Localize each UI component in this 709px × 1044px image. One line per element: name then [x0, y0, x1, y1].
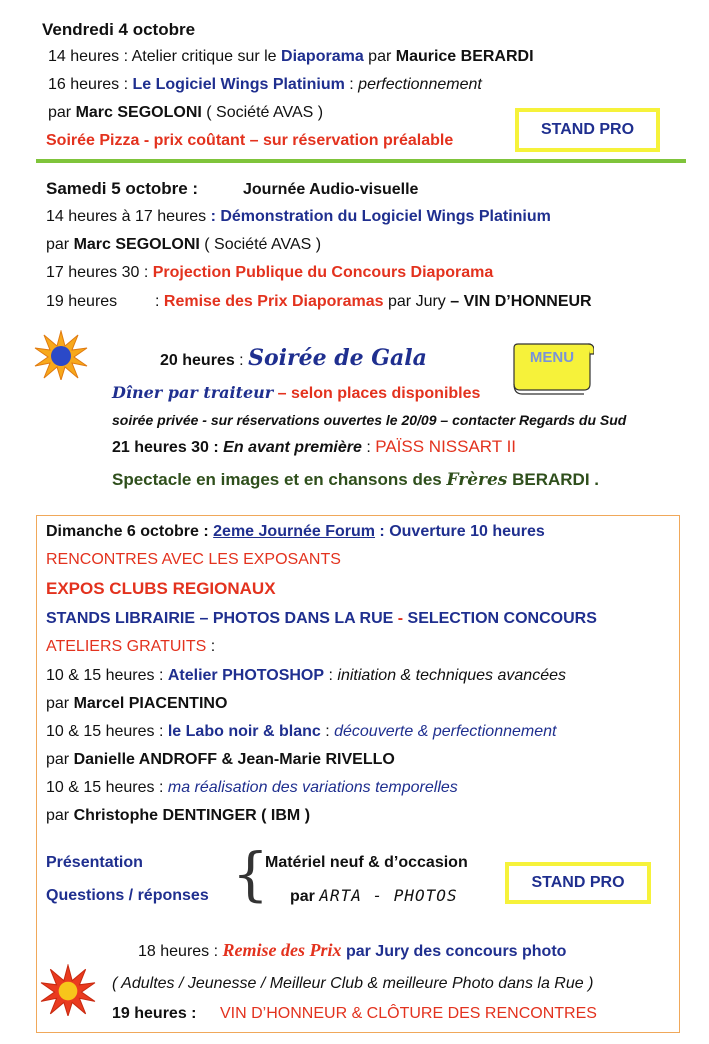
saturday-l1-time: 14 heures à 17 heures	[46, 208, 211, 225]
premiere-label: En avant première	[223, 439, 362, 456]
friday-l2-sep: :	[344, 76, 359, 93]
gala-time: 20 heures	[160, 352, 235, 369]
friday-l1-name: Maurice BERARDI	[395, 48, 534, 65]
saturday-l3-topic: Projection Publique du Concours Diaporama	[152, 264, 494, 281]
friday-line-2	[48, 75, 482, 95]
variations-desc: ma réalisation des variations temporelles	[167, 779, 458, 796]
variations-par-line	[46, 806, 310, 826]
prix-title: Remise des Prix	[222, 940, 342, 960]
sunday-exposants: RENCONTRES AVEC LES EXPOSANTS	[46, 551, 341, 568]
friday-heading: Vendredi 4 octobre	[42, 20, 196, 39]
sunday-opening: : Ouverture 10 heures	[374, 523, 545, 540]
star-icon	[40, 964, 96, 1016]
photoshop-desc: initiation & techniques avancées	[337, 667, 566, 684]
show-b: BERARDI .	[507, 470, 599, 489]
friday-l3-name: Marc SEGOLONI	[75, 104, 202, 121]
sunday-stands-c: SELECTION CONCOURS	[407, 610, 597, 627]
gala-line	[160, 344, 427, 375]
diner-rest: – selon places disponibles	[273, 385, 481, 402]
materiel-label: Matériel neuf & d’occasion	[265, 854, 468, 871]
show-line	[112, 470, 599, 490]
sunday-heading: Dimanche 6 octobre :	[46, 523, 214, 540]
saturday-l4-jury: par Jury	[383, 293, 451, 310]
prix-line	[138, 940, 566, 962]
closing-title: VIN D’HONNEUR & CLÔTURE DES RENCONTRES	[220, 1005, 597, 1022]
labo-topic: le Labo noir & blanc	[167, 723, 321, 740]
labo-time: 10 & 15 heures :	[46, 723, 168, 740]
saturday-l2-name: Marc SEGOLONI	[73, 236, 200, 253]
gala-title: Soirée de Gala	[248, 345, 427, 371]
friday-pizza: Soirée Pizza - prix coûtant – sur réservation préalable	[46, 132, 454, 149]
saturday-l3-time: 17 heures 30 :	[46, 264, 153, 281]
premiere-time: 21 heures 30 :	[112, 439, 224, 456]
photoshop-topic: Atelier PHOTOSHOP	[167, 667, 325, 684]
saturday-l4-topic: Remise des Prix Diaporamas	[163, 293, 384, 310]
variations-name: Christophe DENTINGER ( IBM )	[73, 807, 311, 824]
variations-line	[46, 778, 458, 798]
sunday-stands-a: STANDS LIBRAIRIE – PHOTOS DANS LA RUE	[46, 610, 398, 627]
prix-rest: par Jury des concours photo	[341, 943, 567, 960]
show-freres: Frères	[446, 470, 508, 490]
saturday-l4-vin: – VIN D’HONNEUR	[450, 293, 592, 310]
friday-l1-time: 14 heures : Atelier critique sur le	[48, 48, 282, 65]
friday-l1-topic: Diaporama	[281, 48, 364, 65]
diner-line	[112, 383, 480, 404]
questions-label: Questions / réponses	[46, 887, 209, 904]
private-evening-note: soirée privée - sur réservations ouvertes le 20/09 – contacter Regards du Sud	[112, 412, 627, 428]
premiere-colon: :	[361, 439, 376, 456]
premiere-line	[112, 437, 516, 458]
friday-line-3	[48, 103, 323, 123]
closing-time: 19 heures :	[112, 1005, 197, 1022]
saturday-l1-topic: : Démonstration du Logiciel Wings Platinium	[210, 208, 551, 225]
saturday-heading	[46, 179, 198, 199]
gala-colon: :	[234, 352, 249, 369]
saturday-line-4	[46, 292, 117, 312]
photoshop-time: 10 & 15 heures :	[46, 667, 168, 684]
brace-icon: {	[232, 840, 269, 908]
friday-line-1	[48, 47, 534, 67]
arta-par: par	[290, 888, 320, 905]
sunday-ateliers-line	[46, 637, 215, 657]
friday-l2-desc: perfectionnement	[358, 76, 482, 93]
sunday-expos: EXPOS CLUBS REGIONAUX	[46, 579, 276, 598]
diner-label: Dîner par traiteur	[112, 383, 274, 402]
labo-par-line	[46, 750, 395, 770]
closing-line	[112, 1004, 196, 1024]
photoshop-line	[46, 666, 566, 686]
friday-l1-par: par	[363, 48, 396, 65]
saturday-l4-colon: :	[155, 293, 164, 310]
saturday-subtitle: Journée Audio-visuelle	[243, 181, 419, 198]
photoshop-name: Marcel PIACENTINO	[73, 695, 228, 712]
friday-l3-par: par	[48, 104, 76, 121]
prix-categories: ( Adultes / Jeunesse / Meilleur Club & meilleure Photo dans la Rue )	[112, 975, 594, 992]
sunday-stand-pro-badge: STAND PRO	[505, 862, 651, 904]
saturday-line-3	[46, 263, 493, 283]
saturday-l2-org: ( Société AVAS )	[199, 236, 322, 253]
friday-l3-org: ( Société AVAS )	[201, 104, 324, 121]
variations-time: 10 & 15 heures :	[46, 779, 168, 796]
section-divider	[36, 159, 686, 163]
friday-l2-topic: Le Logiciel Wings Platinium	[132, 76, 345, 93]
show-a: Spectacle en images et en chansons des	[112, 470, 447, 489]
saturday-line-4b	[155, 292, 592, 312]
photoshop-sep: :	[324, 667, 338, 684]
labo-line	[46, 722, 556, 742]
labo-desc: découverte & perfectionnement	[334, 723, 557, 740]
saturday-line-1	[46, 207, 551, 227]
star-icon	[34, 330, 88, 380]
menu-label: MENU	[529, 349, 575, 366]
sunday-stands-line	[46, 609, 597, 629]
sunday-ateliers-colon: :	[206, 638, 216, 655]
labo-par: par	[46, 751, 74, 768]
arta-name: ARTA - PHOTOS	[319, 886, 458, 905]
saturday-l4-time: 19 heures	[46, 293, 118, 310]
variations-par: par	[46, 807, 74, 824]
sunday-heading-line	[46, 522, 545, 542]
presentation-label: Présentation	[46, 854, 143, 871]
labo-sep: :	[320, 723, 335, 740]
labo-names: Danielle ANDROFF & Jean-Marie RIVELLO	[73, 751, 395, 768]
sunday-stands-b: -	[397, 610, 408, 627]
photoshop-par-line	[46, 694, 227, 714]
sunday-ateliers: ATELIERS GRATUITS	[46, 638, 207, 655]
photoshop-par: par	[46, 695, 74, 712]
prix-time: 18 heures :	[138, 943, 223, 960]
arta-line	[290, 886, 458, 907]
premiere-title: PAÏSS NISSART II	[375, 437, 517, 456]
saturday-line-2	[46, 235, 321, 255]
saturday-l2-par: par	[46, 236, 74, 253]
friday-stand-pro-badge: STAND PRO	[515, 108, 660, 152]
sunday-forum: 2eme Journée Forum	[213, 523, 375, 540]
friday-l2-time: 16 heures :	[48, 76, 133, 93]
saturday-heading-date: Samedi 5 octobre :	[46, 179, 199, 198]
